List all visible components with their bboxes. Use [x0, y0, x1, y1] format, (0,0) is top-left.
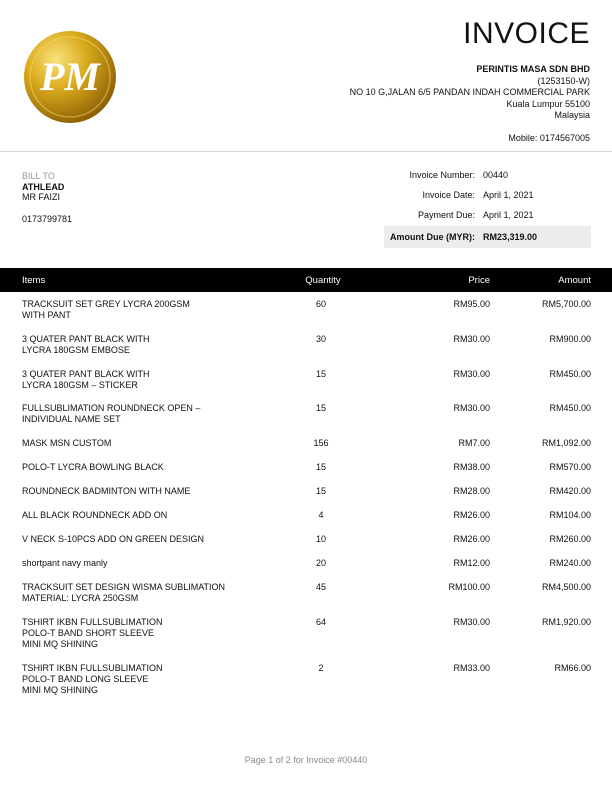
item-description: TSHIRT IKBN FULLSUBLIMATION POLO-T BAND LONG SLEEVE MINI MQ SHINING: [22, 663, 163, 695]
item-description: POLO-T LYCRA BOWLING BLACK: [22, 462, 164, 472]
item-amount: RM420.00: [549, 486, 591, 496]
item-price: RM30.00: [453, 617, 490, 627]
item-quantity: 2: [318, 663, 324, 673]
company-address-1: NO 10 G,JALAN 6/5 PANDAN INDAH COMMERCIAL PARK: [349, 87, 590, 97]
item-price: RM33.00: [453, 663, 490, 673]
item-price: RM28.00: [453, 486, 490, 496]
invoice-date-value: April 1, 2021: [483, 190, 534, 200]
item-quantity: 45: [315, 582, 326, 592]
item-quantity: 156: [313, 438, 329, 448]
item-amount: RM260.00: [549, 534, 591, 544]
header-items: Items: [22, 275, 46, 286]
item-quantity: 10: [315, 534, 326, 544]
company-address-3: Malaysia: [554, 110, 590, 120]
item-description: V NECK S-10PCS ADD ON GREEN DESIGN: [22, 534, 205, 544]
items-table-header: [0, 268, 612, 292]
payment-due-value: April 1, 2021: [483, 210, 534, 220]
item-quantity: 30: [315, 334, 326, 344]
item-quantity: 60: [315, 299, 326, 309]
bill-to-label: BILL TO: [22, 171, 55, 181]
item-description: TRACKSUIT SET GREY LYCRA 200GSM WITH PANT: [22, 299, 190, 320]
item-price: RM100.00: [448, 582, 490, 592]
item-amount: RM900.00: [549, 334, 591, 344]
item-amount: RM450.00: [549, 369, 591, 379]
item-description: ALL BLACK ROUNDNECK ADD ON: [22, 510, 168, 520]
header-quantity: Quantity: [305, 275, 341, 286]
item-description: MASK MSN CUSTOM: [22, 438, 112, 448]
item-amount: RM1,920.00: [541, 617, 591, 627]
item-amount: RM450.00: [549, 403, 591, 413]
item-price: RM30.00: [453, 369, 490, 379]
payment-due-label: Payment Due:: [417, 210, 475, 220]
amount-due-label: Amount Due (MYR):: [390, 232, 475, 242]
item-price: RM30.00: [453, 334, 490, 344]
item-price: RM26.00: [453, 510, 490, 520]
page-footer: Page 1 of 2 for Invoice #00440: [244, 755, 368, 765]
invoice-date-label: Invoice Date:: [422, 190, 475, 200]
item-description: ROUNDNECK BADMINTON WITH NAME: [22, 486, 191, 496]
company-logo: [23, 30, 117, 124]
invoice-number-label: Invoice Number:: [409, 170, 475, 180]
company-address-2: Kuala Lumpur 55100: [506, 98, 590, 109]
item-price: RM30.00: [453, 403, 490, 413]
company-info: [350, 64, 590, 144]
item-amount: RM1,092.00: [541, 438, 591, 448]
item-quantity: 15: [315, 369, 326, 379]
company-mobile: Mobile: 0174567005: [508, 132, 590, 143]
item-description: FULLSUBLIMATION ROUNDNECK OPEN – INDIVIDUAL NAME SET: [22, 403, 201, 424]
item-description: 3 QUATER PANT BLACK WITH LYCRA 180GSM – STICKER: [22, 369, 150, 390]
invoice-title: INVOICE: [463, 17, 590, 50]
bill-to-contact: MR FAIZI: [22, 192, 60, 202]
item-amount: RM240.00: [549, 558, 591, 568]
amount-due-row: [384, 226, 591, 248]
item-amount: RM4,500.00: [541, 582, 591, 592]
item-description: TRACKSUIT SET DESIGN WISMA SUBLIMATION MATERIAL: LYCRA 250GSM: [22, 582, 226, 603]
item-quantity: 15: [315, 462, 326, 472]
header-divider: [0, 151, 612, 152]
amount-due-value: RM23,319.00: [483, 232, 538, 242]
bill-to-phone: 0173799781: [22, 213, 73, 224]
item-amount: RM5,700.00: [541, 299, 591, 309]
item-amount: RM570.00: [549, 462, 591, 472]
item-quantity: 4: [318, 510, 324, 520]
item-amount: RM66.00: [554, 663, 591, 673]
bill-to: [22, 171, 72, 224]
bill-to-name: ATHLEAD: [22, 181, 65, 192]
company-name: PERINTIS MASA SDN BHD: [476, 64, 590, 74]
item-price: RM12.00: [453, 558, 490, 568]
item-description: shortpant navy manly: [22, 558, 108, 568]
invoice-meta: [384, 165, 591, 248]
invoice-number-row: [384, 165, 591, 185]
item-description: 3 QUATER PANT BLACK WITH LYCRA 180GSM EMBOSE: [22, 334, 150, 355]
logo-letters: PM: [40, 54, 100, 99]
item-price: RM38.00: [453, 462, 490, 472]
payment-due-row: [384, 205, 591, 225]
item-price: RM95.00: [453, 299, 490, 309]
header-amount: Amount: [558, 275, 591, 286]
company-reg: (1253150-W): [537, 75, 590, 86]
header-price: Price: [468, 275, 490, 286]
item-amount: RM104.00: [549, 510, 591, 520]
item-quantity: 15: [315, 403, 326, 413]
invoice-date-row: [384, 185, 591, 205]
item-quantity: 20: [315, 558, 326, 568]
item-quantity: 64: [315, 617, 326, 627]
item-quantity: 15: [315, 486, 326, 496]
item-description: TSHIRT IKBN FULLSUBLIMATION POLO-T BAND SHORT SLEEVE MINI MQ SHINING: [22, 617, 163, 649]
item-price: RM7.00: [458, 438, 490, 448]
item-price: RM26.00: [453, 534, 490, 544]
invoice-number-value: 00440: [483, 170, 509, 180]
